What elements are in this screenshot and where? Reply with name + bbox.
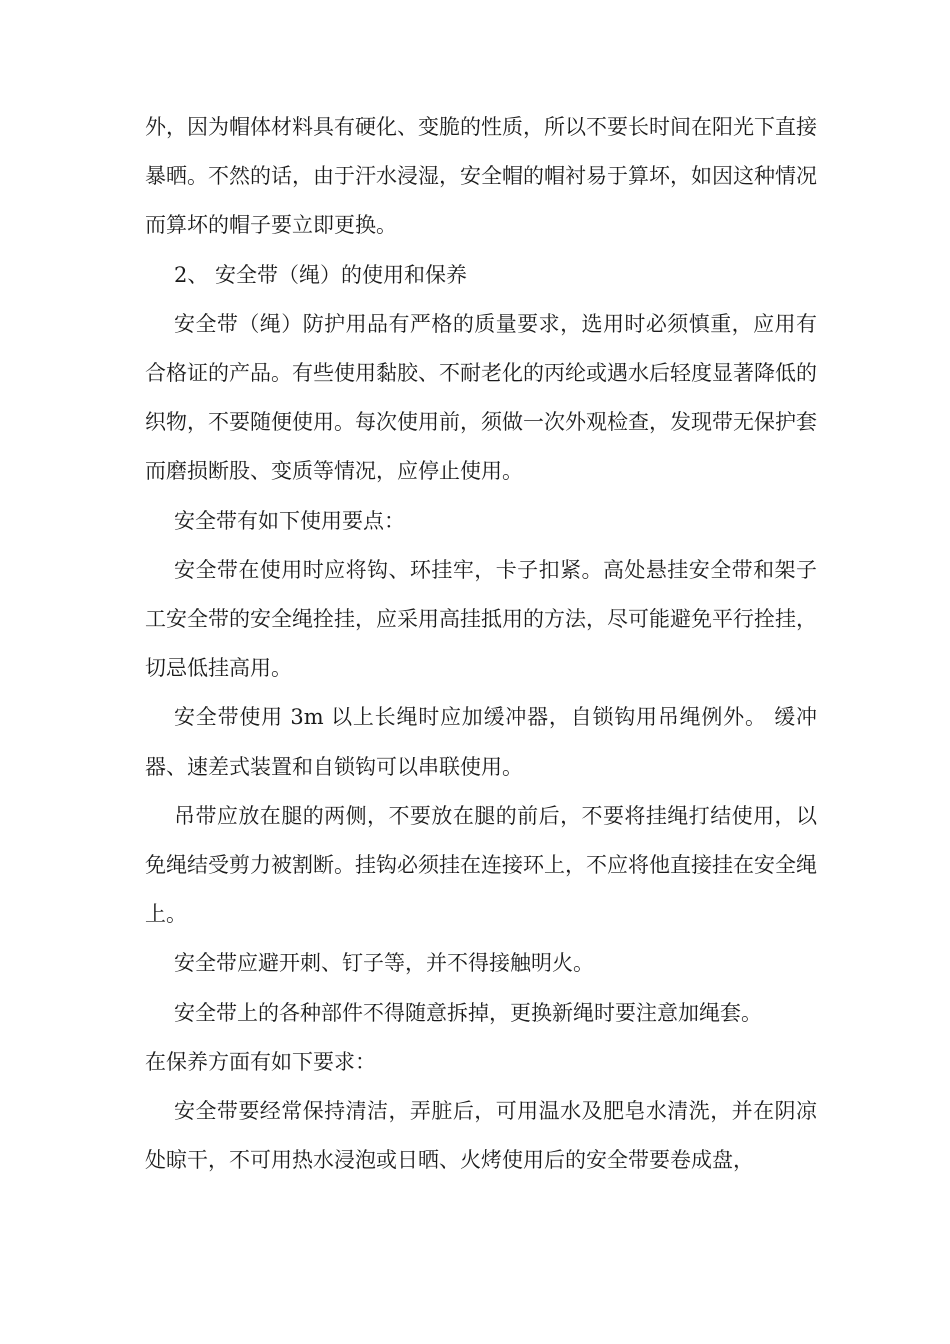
paragraph-quality-requirements: 安全带（绳）防护用品有严格的质量要求，选用时必须慎重，应用有合格证的产品。有些使用黏胶、不耐老化的丙纶或遇水后轻度显著降低的织物，不要随便使用。每次使用前，须做一次外观检查，发现带无保护套而磨损断股、变质等情况，应停止使用。	[145, 311, 817, 484]
paragraph-avoid-sharp-fire: 安全带应避开刺、钉子等，并不得接触明火。	[174, 951, 594, 976]
paragraph-long-rope-buffer: 安全带使用 3m 以上长绳时应加缓冲器，自锁钩用吊绳例外。 缓冲器、速差式装置和自锁钩可以串联使用。	[145, 705, 817, 779]
paragraph-cleaning: 安全带要经常保持清洁，弄脏后，可用温水及肥皂水清洗，并在阴凉处晾干，不可用热水浸泡或日晒、火烤使用后的安全带要卷成盘，	[145, 1099, 817, 1173]
paragraph-continuation: 外，因为帽体材料具有硬化、变脆的性质，所以不要长时间在阳光下直接暴晒。不然的话，由于汗水浸湿，安全帽的帽衬易于算坏，如因这种情况而算坏的帽子要立即更换。	[145, 115, 817, 238]
paragraph-strap-placement: 吊带应放在腿的两侧，不要放在腿的前后，不要将挂绳打结使用，以免绳结受剪力被割断。挂钩必须挂在连接环上，不应将他直接挂在安全绳上。	[145, 803, 817, 927]
paragraph-usage-points-intro: 安全带有如下使用要点：	[174, 508, 405, 533]
paragraph-hook-attachment: 安全带在使用时应将钩、环挂牢，卡子扣紧。高处悬挂安全带和架子工安全带的安全绳拴挂，应采用高挂抵用的方法，尽可能避免平行拴挂，切忌低挂高用。	[145, 557, 817, 681]
paragraph-parts-replacement: 安全带上的各种部件不得随意拆掉，更换新绳时要注意加绳套。	[174, 1000, 762, 1025]
paragraph-maintenance-intro: 在保养方面有如下要求：	[145, 1049, 376, 1074]
section-heading: 2、 安全带（绳）的使用和保养	[174, 262, 468, 287]
document-body	[145, 103, 817, 1185]
